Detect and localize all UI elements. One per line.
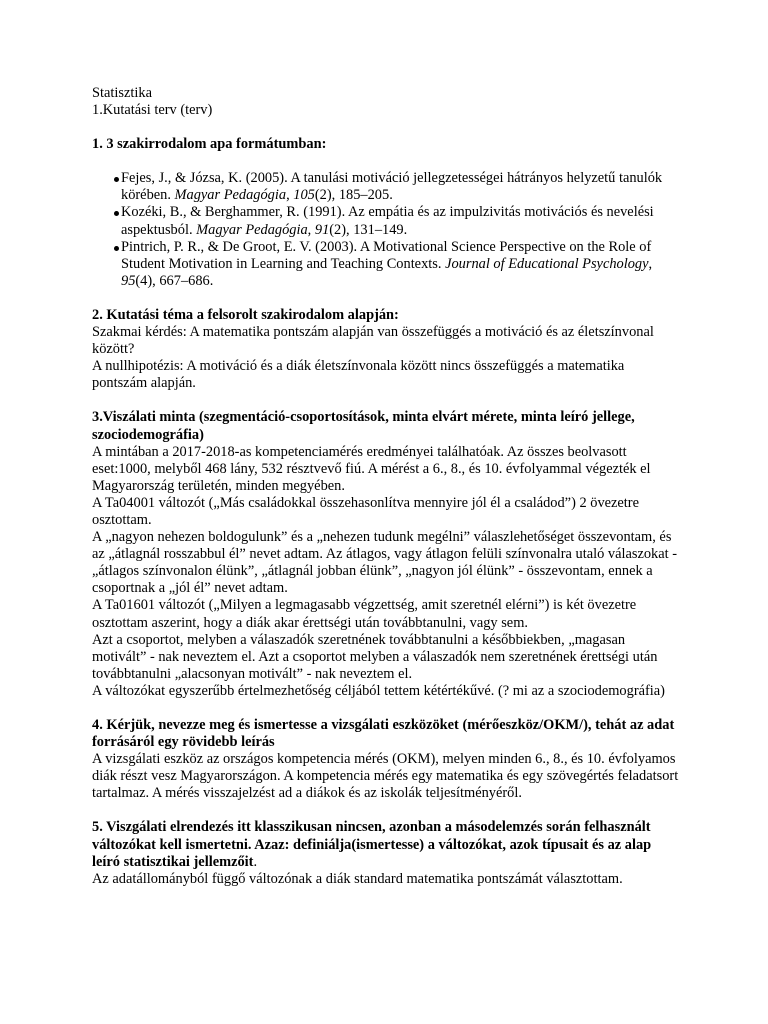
reference-pages: (2), 185–205. <box>314 187 393 204</box>
section-3-paragraph: A Ta04001 változót („Más családokkal összehasonlítva mennyire jól él a családod”) 2 övezetre osztottam. <box>92 494 639 528</box>
section-3-paragraph: Azt a csoportot, melyben a válaszadók szeretnének továbbtanulni a későbbiekben, „magasan motivált” - nak neveztem el. Azt a csoportot melyben a válaszadók nem szeretnének érettségi után továbbtanulni „alacsonyan motivált” - nak neveztem el. <box>92 631 658 682</box>
reference-volume: 91 <box>314 221 330 238</box>
reference-journal: Journal of Educational Psychology <box>445 255 649 272</box>
section-5-heading-wrap <box>92 819 680 870</box>
section-5-heading-end: . <box>253 853 258 870</box>
reference-authors: Kozéki, B., & Berghammer, R. (1991). Az empátia és az impulzivitás motivációs és nevelési aspektusból. <box>121 204 654 238</box>
section-3-paragraph: A mintában a 2017-2018-as kompetenciamérés eredményei találhatóak. Az összes beolvasott eset:1000, melyből 468 lány, 532 résztvevő fiú. A mérést a 6., 8., és 10. évfolyammal végezték el Magyarország területén, minden megyében. <box>92 443 651 494</box>
section-2-paragraph: Szakmai kérdés: A matematika pontszám alapján van összefüggés a motiváció és az életszínvonal között? <box>92 324 654 358</box>
document-title: Statisztika <box>92 85 152 101</box>
document-subtitle: 1.Kutatási terv (terv) <box>92 102 213 119</box>
document-body <box>92 85 680 888</box>
reference-volume: 95 <box>121 272 136 289</box>
section-2-paragraph: A nullhipotézis: A motiváció és a diák életszínvonala között nincs összefüggés a matematika pontszám alapján. <box>92 358 625 392</box>
section-5-heading: 5. Viszgálati elrendezés itt klasszikusan nincsen, azonban a másodelemzés során felhasznált változókat kell ismertetni. Azaz: definiálja(ismertesse) a változókat, azok típusait és az alap leíró statisztikai jellemzőit <box>92 819 652 870</box>
bullet-icon <box>114 246 119 251</box>
reference-sep: , <box>648 255 653 272</box>
reference-authors: Fejes, J., & Józsa, K. (2005). A tanulási motiváció jellegzetességei hátrányos helyzetű tanulók körében. <box>121 170 663 204</box>
reference-item <box>92 204 680 238</box>
section-3-paragraph: A „nagyon nehezen boldogulunk” és a „nehezen tudunk megélni” válaszlehetőséget összevontam, és az „átlagnál rosszabbul él” nevet adtam. Az átlagos, vagy átlagon felüli színvonalra utaló válaszokat -„átlagos színvonalon élünk”, „átlagnál jobban élünk”, „nagyon jól élünk” - összevontam, ennek a csoportnak a „jól él” nevet adtam. <box>92 529 677 597</box>
section-5-paragraph: Az adatállományból függő változónak a diák standard matematika pontszámát választottam. <box>92 870 623 887</box>
section-4-heading: 4. Kérjük, nevezze meg és ismertesse a vizsgálati eszközöket (mérőeszköz/OKM/), tehát az adat forrásáról egy rövidebb leírás <box>92 717 675 751</box>
reference-sep: , <box>286 187 294 204</box>
section-4-paragraph: A vizsgálati eszköz az országos kompetencia mérés (OKM), melyen minden 6., 8., és 10. évfolyamos diák részt vesz Magyarországon. A kompetencia mérés egy matematika és egy szövegértés feladatsort tartalmaz. A mérés visszajelzést ad a diákok és az iskolák teljesítményéről. <box>92 751 679 802</box>
section-3-heading: 3.Viszálati minta (szegmentáció-csoportosítások, minta elvárt mérete, minta leíró jellege, szociodemográfia) <box>92 409 635 443</box>
reference-journal: Magyar Pedagógia <box>196 221 308 238</box>
section-1-heading: 1. 3 szakirrodalom apa formátumban: <box>92 136 327 153</box>
reference-volume: 105 <box>293 187 315 204</box>
bullet-icon <box>114 211 119 216</box>
reference-journal: Magyar Pedagógia <box>174 187 287 204</box>
reference-sep: , <box>307 221 315 238</box>
reference-pages: (2), 131–149. <box>329 221 408 238</box>
section-2-heading: 2. Kutatási téma a felsorolt szakirodalom alapján: <box>92 306 399 323</box>
reference-authors: Pintrich, P. R., & De Groot, E. V. (2003). A Motivational Science Perspective on the Role of Student Motivation in Learning and Teaching Contexts. <box>121 238 652 272</box>
reference-item <box>92 170 680 204</box>
reference-pages: (4), 667–686. <box>135 272 214 289</box>
section-3-paragraph: A változókat egyszerűbb értelmezhetőség céljából tettem kétértékűvé. (? mi az a szociodemográfia) <box>92 682 665 699</box>
reference-list <box>92 170 680 290</box>
section-3-paragraph: A Ta01601 változót („Milyen a legmagasabb végzettség, amit szeretnél elérni”) is két övezetre osztottam aszerint, hogy a diák akar érettségi után továbbtanulni, vagy sem. <box>92 597 637 631</box>
reference-item <box>92 239 680 290</box>
bullet-icon <box>114 177 119 182</box>
